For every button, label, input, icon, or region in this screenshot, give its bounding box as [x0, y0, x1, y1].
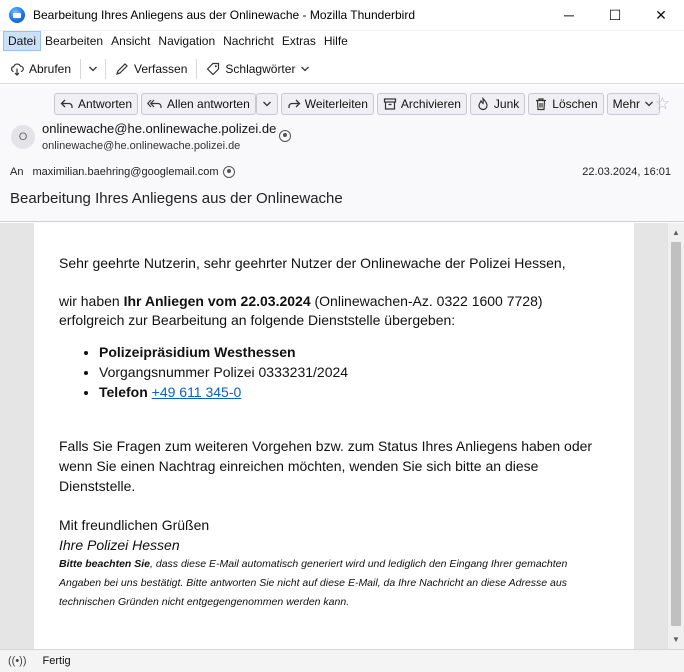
close-button[interactable]: ✕ — [655, 6, 667, 23]
greeting: Sehr geehrte Nutzerin, sehr geehrter Nutzer der Onlinewache der Polizei Hessen, — [59, 255, 566, 271]
forward-label: Weiterleiten — [304, 97, 368, 111]
online-status-icon[interactable]: ((•)) — [8, 655, 27, 667]
message-date: 22.03.2024, 16:01 — [582, 166, 671, 178]
menu-hilfe[interactable]: Hilfe — [323, 34, 348, 48]
cloud-download-icon — [10, 62, 24, 76]
menu-ansicht[interactable]: Ansicht — [111, 34, 151, 48]
reply-label: Antworten — [78, 97, 133, 111]
archive-button[interactable] — [377, 93, 467, 115]
message-body-pane — [0, 223, 684, 649]
closing: Mit freundlichen Grüßen — [59, 517, 210, 533]
paragraph-1-line-2: erfolgreich zur Bearbeitung an folgende Dienststelle übergeben: — [59, 312, 456, 328]
reply-button[interactable] — [54, 93, 138, 115]
message-header — [0, 85, 684, 222]
window-title: Bearbeitung Ihres Anliegens aus der Onlinewache - Mozilla Thunderbird — [33, 8, 416, 22]
main-toolbar — [0, 54, 684, 84]
signature: Ihre Polizei Hessen — [59, 537, 180, 553]
tags-label: Schlagwörter — [225, 61, 296, 76]
recipient-address[interactable]: maximilian.baehring@googlemail.com — [32, 166, 219, 178]
pencil-icon — [115, 62, 129, 76]
list-item: • Vorgangsnummer Polizei 0333231/2024 — [99, 362, 609, 382]
chevron-down-icon — [88, 64, 98, 74]
archive-label: Archivieren — [400, 97, 461, 111]
window-controls — [546, 0, 684, 30]
chevron-down-icon — [644, 99, 654, 109]
status-bar — [0, 649, 684, 672]
archive-box-icon — [383, 97, 397, 111]
forward-button[interactable] — [281, 93, 374, 115]
more-button[interactable] — [607, 93, 660, 115]
sender-name[interactable]: onlinewache@he.onlinewache.polizei.de — [42, 121, 277, 136]
compose-label: Verfassen — [134, 61, 188, 76]
junk-label: Junk — [493, 97, 520, 111]
menu-extras[interactable]: Extras — [281, 34, 316, 48]
phone-link[interactable]: +49 611 345-0 — [151, 384, 242, 400]
scrollbar-thumb[interactable] — [671, 242, 681, 626]
scroll-down-arrow[interactable]: ▼ — [672, 635, 680, 644]
status-text: Fertig — [42, 655, 71, 667]
to-label: An — [10, 166, 24, 178]
vertical-scrollbar[interactable] — [667, 223, 684, 649]
reply-all-label: Allen antworten — [167, 97, 250, 111]
title-bar — [0, 0, 684, 31]
paragraph-2: Falls Sie Fragen zum weiteren Vorgehen bzw. zum Status Ihres Anliegens haben oder wenn Sie einen Nachtrag einreichen möchten, wenden Sie sich bitte an diese Dienststelle. — [59, 438, 593, 494]
menu-bar — [0, 31, 684, 51]
list-item: • Polizeipräsidium Westhessen — [99, 342, 609, 362]
flame-icon — [476, 97, 490, 111]
scroll-up-arrow[interactable]: ▲ — [672, 228, 680, 237]
toolbar-divider — [80, 59, 81, 79]
toolbar-divider — [196, 59, 197, 79]
forward-arrow-icon — [287, 97, 301, 111]
message-content — [34, 223, 634, 649]
recipient-row — [10, 166, 235, 178]
tags-button[interactable] — [201, 57, 315, 81]
get-mail-button[interactable] — [5, 57, 76, 81]
contact-icon[interactable] — [279, 130, 291, 142]
thunderbird-app-icon — [9, 7, 25, 23]
message-subject: Bearbeitung Ihres Anliegens aus der Onlinewache — [10, 190, 343, 207]
paragraph-1: wir haben Ihr Anliegen vom 22.03.2024 (Onlinewachen-Az. 0322 1600 7728) — [59, 293, 543, 309]
compose-button[interactable] — [110, 57, 192, 81]
junk-button[interactable] — [470, 93, 525, 115]
reply-all-icon — [147, 97, 163, 111]
sender-address[interactable]: onlinewache@he.onlinewache.polizei.de — [42, 140, 241, 152]
menu-navigation[interactable]: Navigation — [158, 34, 216, 48]
reply-arrow-icon — [60, 97, 74, 111]
menu-bearbeiten[interactable]: Bearbeiten — [45, 34, 104, 48]
office-details-list — [99, 342, 609, 402]
tag-icon — [206, 62, 220, 76]
contact-icon[interactable] — [223, 166, 235, 178]
toolbar-divider — [105, 59, 106, 79]
delete-label: Löschen — [552, 97, 598, 111]
menu-datei[interactable]: Datei — [3, 31, 41, 51]
list-item: • Telefon +49 611 345-0 — [99, 382, 609, 402]
avatar: O — [11, 125, 35, 149]
delete-button[interactable] — [528, 93, 603, 115]
get-mail-dropdown[interactable] — [85, 57, 101, 81]
request-date-bold: Ihr Anliegen vom 22.03.2024 — [123, 293, 311, 309]
minimize-button[interactable]: ─ — [564, 7, 574, 23]
message-action-bar — [54, 93, 663, 115]
star-icon[interactable]: ☆ — [654, 94, 670, 113]
trash-icon — [534, 97, 548, 111]
chevron-down-icon — [300, 64, 310, 74]
menu-nachricht[interactable]: Nachricht — [223, 34, 274, 48]
chevron-down-icon — [262, 99, 272, 109]
more-label: Mehr — [612, 97, 640, 111]
maximize-button[interactable]: ☐ — [608, 6, 622, 23]
reply-all-button[interactable] — [141, 93, 256, 115]
disclaimer-note: Bitte beachten Sie, dass diese E-Mail automatisch generiert wird und lediglich den Eingang Ihrer gemachten Angaben bei uns bestätigt. Bitte antworten Sie nicht auf diese E-Mail, da Ihre Nachricht an diese Adresse aus technischen Gründen nicht entgegengenommen werden kann. — [59, 558, 568, 608]
get-mail-label: Abrufen — [29, 61, 72, 76]
reply-all-dropdown[interactable] — [256, 93, 278, 115]
